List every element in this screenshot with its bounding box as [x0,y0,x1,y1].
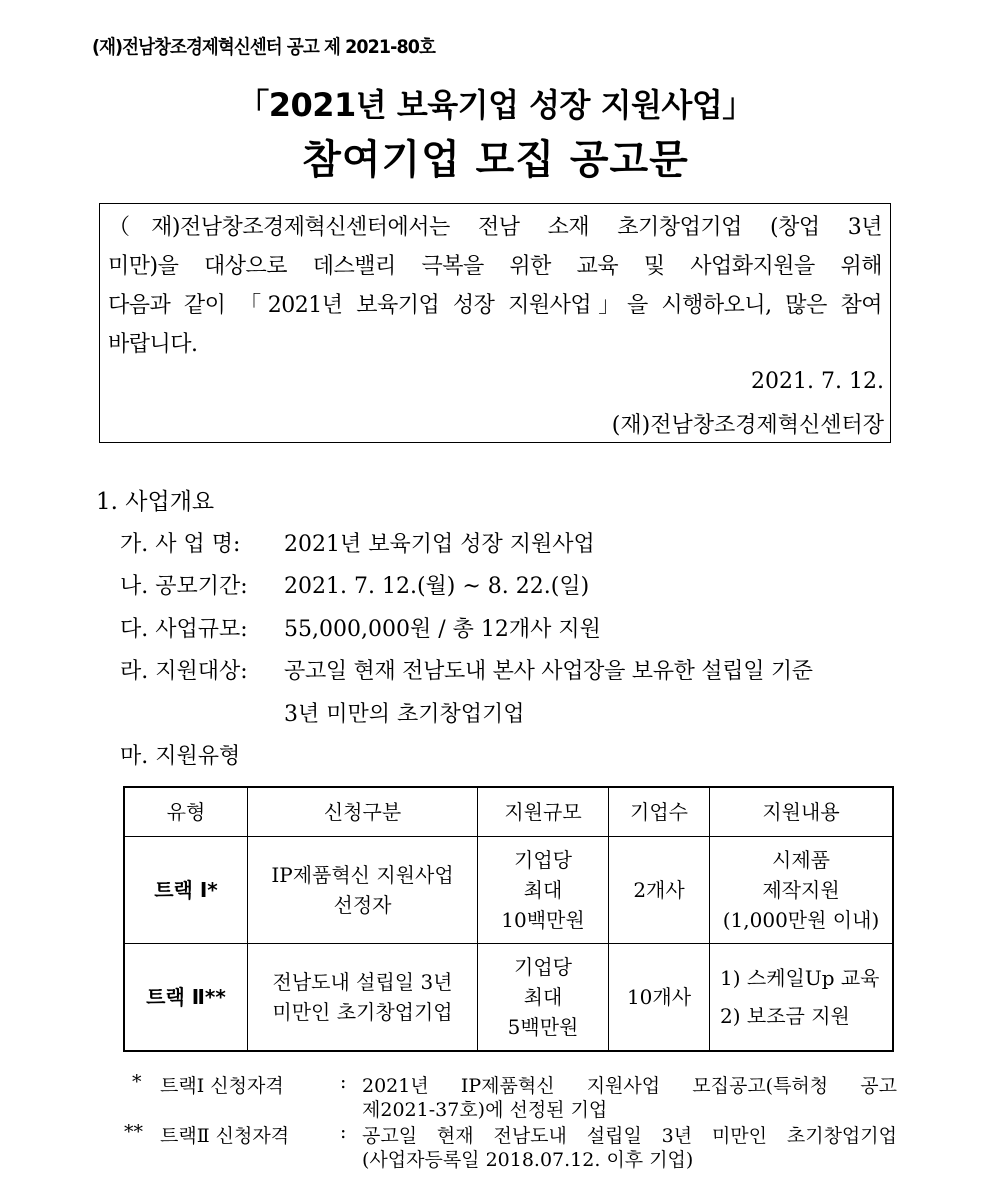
item-value: 2021. 7. 12.(월) ~ 8. 22.(일) [284,574,590,599]
cell-line: 미만인 초기창업기업 [272,1000,453,1024]
item-label: 라. 지원대상: [120,659,248,684]
col-header-type: 유형 [124,787,248,837]
col-header-content: 지원내용 [710,787,894,837]
item-value: 55,000,000원 / 총 12개사 지원 [284,617,601,642]
item-support-type: 마. 지원유형 [120,744,241,769]
cell-line: 시제품 [772,848,830,872]
cell-scale [478,837,609,944]
cell-type: 트랙 Ⅱ** [124,944,248,1052]
col-header-count: 기업수 [609,787,710,837]
footnote-track2-line: (사업자등록일 2018.07.12. 이후 기업) [362,1149,694,1171]
cell-line: 2) 보조금 지원 [720,1004,850,1028]
announcement-date: 2021. 7. 12. [751,369,884,394]
intro-line: 다음과 같이 「2021년 보육기업 성장 지원사업」을 시행하오니, 많은 참여 [108,293,882,318]
cell-content [710,944,894,1052]
cell-line: 기업당 [514,955,572,979]
cell-count: 2개사 [609,837,710,944]
cell-count: 10개사 [609,944,710,1052]
intro-line: （재)전남창조경제혁신센터에서는 전남 소재 초기창업기업 (창업 3년 [108,215,882,240]
item-scale [120,612,601,643]
cell-line: 제작지원 [762,878,840,902]
intro-box [99,203,891,443]
footnote-track1-line: 2021년 IP제품혁신 지원사업 모집공고(특허청 공고 [362,1075,897,1097]
intro-line: 미만)을 대상으로 데스밸리 극복을 위한 교육 및 사업화지원을 위해 [108,254,882,279]
section-heading: 1. 사업개요 [96,489,215,515]
item-target-continued: 3년 미만의 초기창업기업 [284,702,525,727]
footnote-track1-mark: * [132,1071,142,1093]
support-type-table [123,786,894,1052]
footnote-track1-line: 제2021-37호)에 선정된 기업 [362,1099,608,1121]
cell-scale [478,944,609,1052]
announcement-reference-number: (재)전남창조경제혁신센터 공고 제 2021-80호 [92,36,435,58]
cell-line: 선정자 [333,893,392,917]
cell-type: 트랙 Ⅰ* [124,837,248,944]
item-value: 공고일 현재 전남도내 본사 사업장을 보유한 설립일 기준 [284,659,813,684]
footnote-track2-mark: ** [124,1121,143,1143]
footnote-track2-line: 공고일 현재 전남도내 설립일 3년 미만인 초기창업기업 [362,1125,897,1147]
item-label: 다. 사업규모: [120,617,248,642]
cell-category [248,944,478,1052]
cell-line: 5백만원 [507,1015,579,1039]
cell-line: (1,000만원 이내) [722,908,880,932]
footnote-sep: : [340,1071,347,1093]
footnote-sep: : [340,1121,347,1143]
cell-category [248,837,478,944]
cell-line: IP제품혁신 지원사업 [271,863,454,887]
item-value: 2021년 보육기업 성장 지원사업 [284,532,595,557]
cell-line: 기업당 [514,848,572,872]
item-label: 나. 공모기간: [120,574,248,599]
cell-content [710,837,894,944]
cell-line: 1) 스케일Up 교육 [720,966,880,990]
footnote-track1-label: 트랙Ⅰ 신청자격 [160,1075,284,1097]
item-target [120,654,813,685]
cell-line: 최대 [523,878,563,902]
footnote-track2-label: 트랙Ⅱ 신청자격 [160,1125,290,1147]
table-row [124,837,893,944]
document-subtitle: 참여기업 모집 공고문 [302,137,689,183]
document-title: 「2021년 보육기업 성장 지원사업」 [237,86,754,124]
intro-line: 바랍니다. [108,332,198,357]
item-label: 가. 사 업 명: [120,532,241,557]
table-header-row [124,787,893,837]
item-project-name [120,527,595,558]
cell-line: 최대 [523,985,563,1009]
cell-line: 10백만원 [501,908,585,932]
item-period [120,569,590,600]
signature: (재)전남창조경제혁신센터장 [611,413,884,438]
col-header-scale: 지원규모 [478,787,609,837]
col-header-category: 신청구분 [248,787,478,837]
table-row [124,944,893,1052]
cell-line: 전남도내 설립일 3년 [272,970,453,994]
